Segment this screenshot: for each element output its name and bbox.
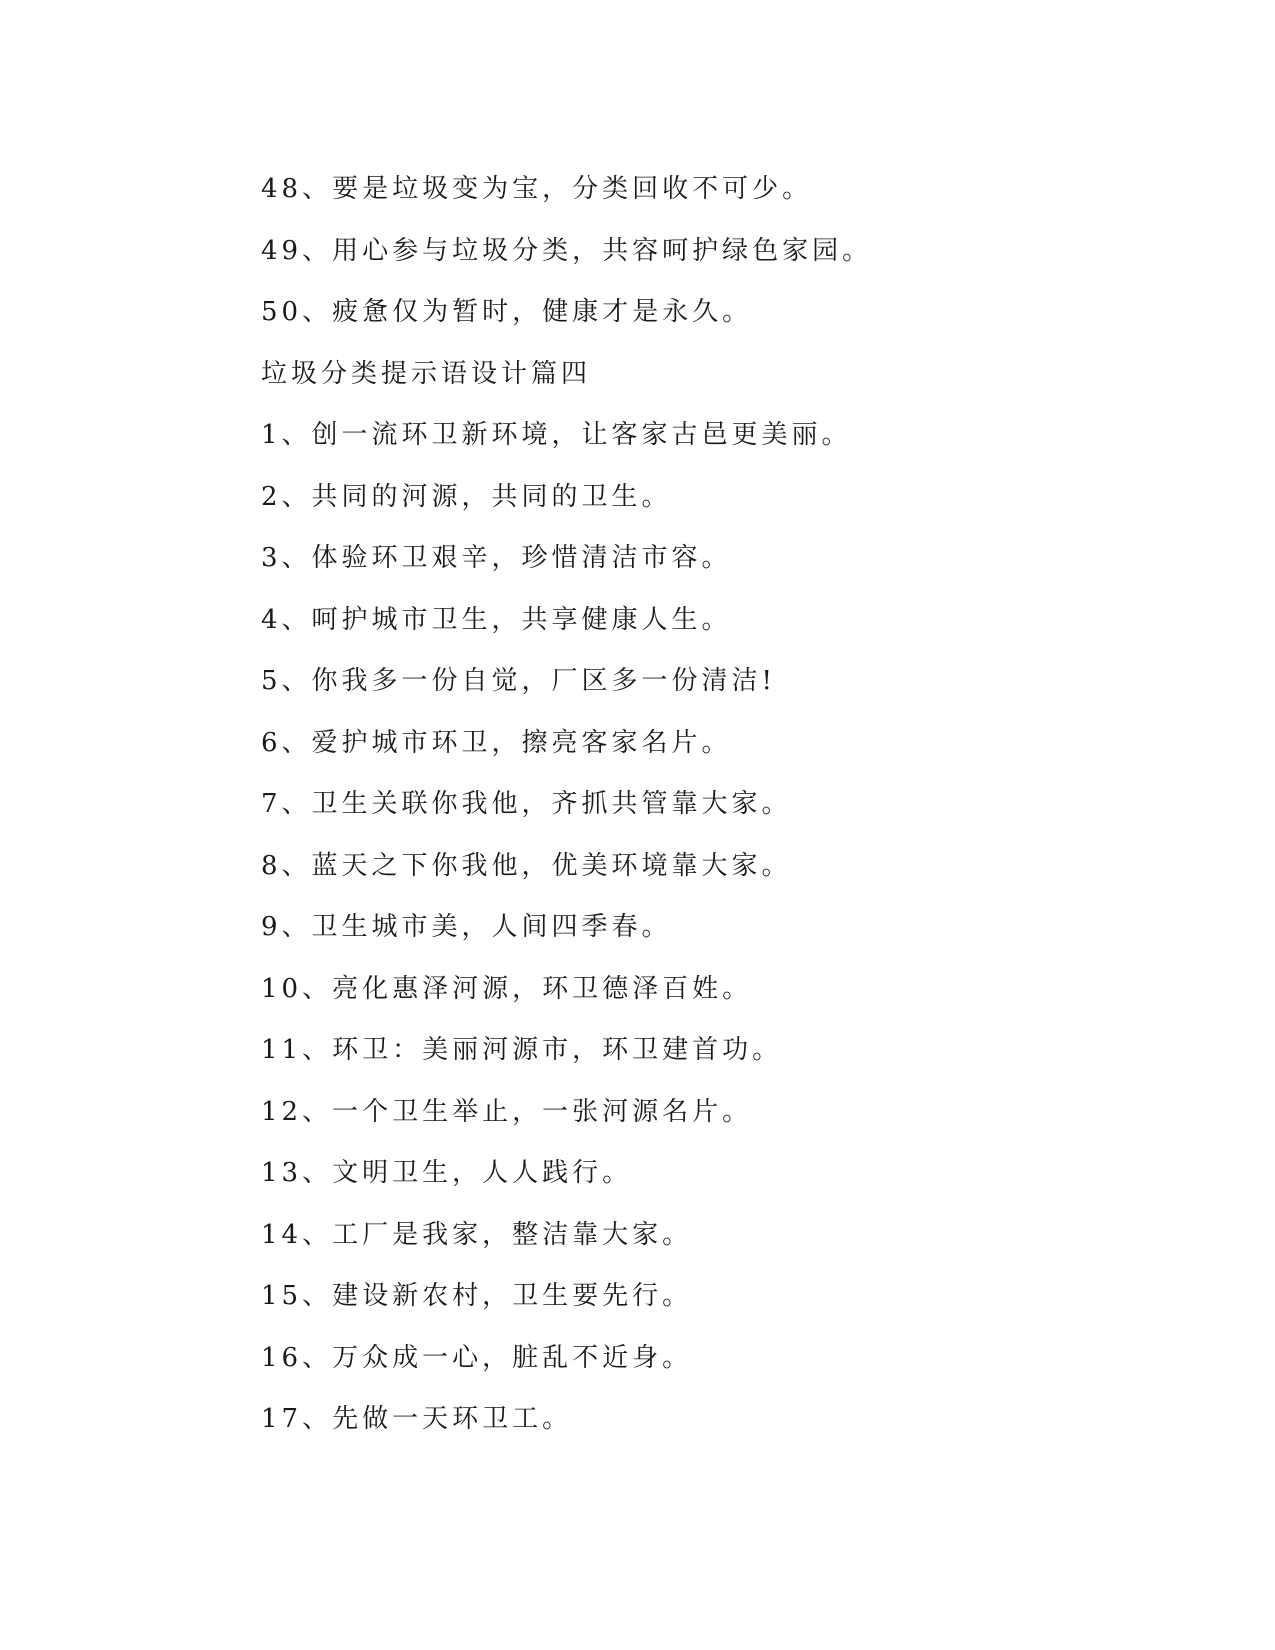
slogan-line-6: 6、爱护城市环卫，擦亮客家名片。 xyxy=(261,727,732,758)
slogan-line-48: 48、要是垃圾变为宝，分类回收不可少。 xyxy=(261,174,813,204)
slogan-line-12: 12、一个卫生举止，一张河源名片。 xyxy=(261,1096,753,1127)
slogan-line-4: 4、呵护城市卫生，共享健康人生。 xyxy=(261,604,732,635)
slogan-line-10: 10、亮化惠泽河源，环卫德泽百姓。 xyxy=(261,973,753,1004)
slogan-line-1: 1、创一流环卫新环境，让客家古邑更美丽。 xyxy=(261,420,852,450)
slogan-line-16: 16、万众成一心，脏乱不近身。 xyxy=(261,1342,693,1373)
slogan-line-17: 17、先做一天环卫工。 xyxy=(261,1404,573,1434)
slogan-line-15: 15、建设新农村，卫生要先行。 xyxy=(261,1281,693,1311)
slogan-line-8: 8、蓝天之下你我他，优美环境靠大家。 xyxy=(261,850,792,881)
slogan-line-11: 11、环卫：美丽河源市，环卫建首功。 xyxy=(261,1035,783,1065)
slogan-line-49: 49、用心参与垃圾分类，共容呵护绿色家园。 xyxy=(261,235,873,266)
slogan-line-13: 13、文明卫生，人人践行。 xyxy=(261,1158,633,1188)
slogan-line-2: 2、共同的河源，共同的卫生。 xyxy=(261,481,672,512)
slogan-line-3: 3、体验环卫艰辛，珍惜清洁市容。 xyxy=(261,543,732,573)
document-body xyxy=(261,163,1161,1455)
slogan-line-5: 5、你我多一份自觉，厂区多一份清洁! xyxy=(261,666,776,696)
slogan-line-7: 7、卫生关联你我他，齐抓共管靠大家。 xyxy=(261,789,792,819)
slogan-line-9: 9、卫生城市美，人间四季春。 xyxy=(261,912,672,942)
slogan-line-14: 14、工厂是我家，整洁靠大家。 xyxy=(261,1219,693,1250)
slogan-line-50: 50、疲惫仅为暂时，健康才是永久。 xyxy=(261,297,753,327)
section-heading: 垃圾分类提示语设计篇四 xyxy=(261,358,592,389)
